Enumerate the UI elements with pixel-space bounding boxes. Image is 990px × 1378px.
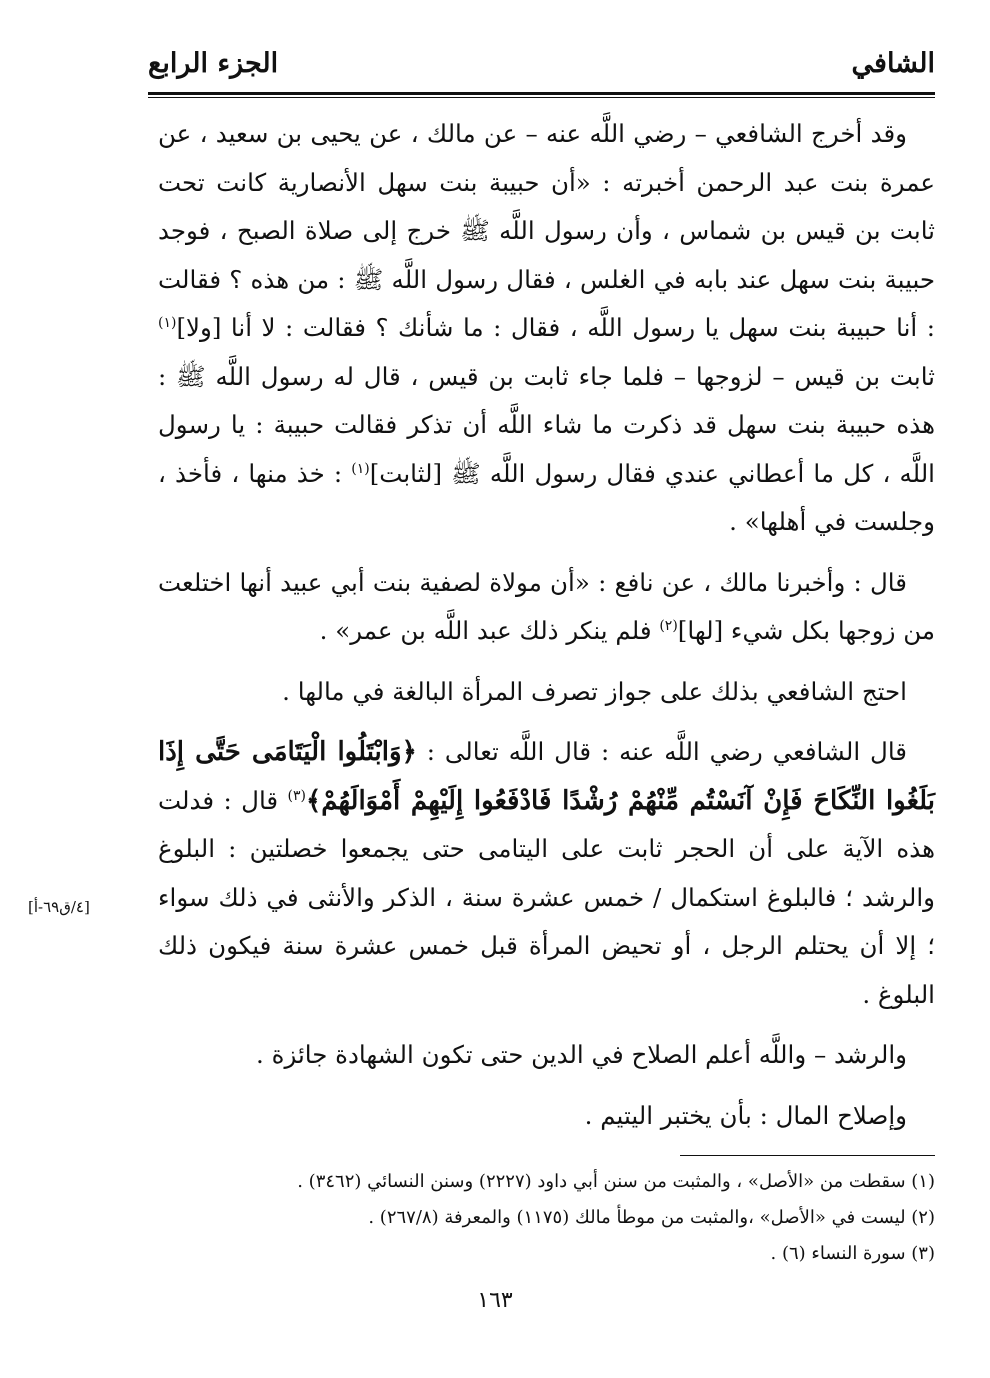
- paragraph-3: احتج الشافعي بذلك على جواز تصرف المرأة البالغة في مالها .: [282, 676, 907, 706]
- footnotes: [158, 1164, 935, 1272]
- header-rule-thin: [148, 97, 935, 98]
- manuscript-folio-note: [٤/ق٦٩-أ]: [28, 898, 90, 916]
- header-rule-thick: [148, 92, 935, 95]
- paragraph-2-part-b: فلم ينكر ذلك عبد اللَّه بن عمر» .: [319, 616, 660, 645]
- paragraph-4-part-a: قال الشافعي رضي اللَّه عنه : قال اللَّه تعالى :: [416, 737, 907, 766]
- footnote-ref-1: (١): [158, 314, 177, 331]
- footnote-ref-1b: (١): [351, 460, 370, 477]
- volume-title: الجزء الرابع: [148, 48, 279, 79]
- paragraph-1-part-b: ثابت بن قيس – لزوجها – فلما جاء ثابت بن قيس ، قال له رسول اللَّه ﷺ : هذه حبيبة بنت سهل قد ذكرت ما شاء اللَّه أن تذكر فقالت حبيبة : يا رسول اللَّه ، كل ما أعطاني عندي فقال رسول اللَّه ﷺ [لثابت]: [158, 361, 935, 488]
- footnote-separator: [680, 1155, 935, 1156]
- paragraph-1-part-c: : خذ منها ، فأخذ ، وجلست في أهلها» .: [158, 458, 935, 536]
- page-number: ١٦٣: [477, 1288, 513, 1313]
- footnote-3: (٣) سورة النساء (٦) .: [770, 1243, 935, 1264]
- book-title: الشافي: [851, 48, 935, 79]
- paragraph-1-part-a: وقد أخرج الشافعي – رضي اللَّه عنه – عن مالك ، عن يحيى بن سعيد ، عن عمرة بنت عبد الرحمن أخبرته : «أن حبيبة بنت سهل الأنصارية كانت تحت ثابت بن قيس بن شماس ، وأن رسول اللَّه ﷺ خرج إلى صلاة الصبح ، فوجد حبيبة بنت سهل عند بابه في الغلس ، فقال رسول اللَّه ﷺ : من هذه ؟ فقالت : أنا حبيبة بنت سهل يا رسول اللَّه ، فقال : ما شأنك ؟ فقالت : لا أنا [ولا]: [158, 119, 935, 342]
- paragraph-2-part-a: قال : وأخبرنا مالك ، عن نافع : «أن مولاة لصفية بنت أبي عبيد أنها اختلعت من زوجها بكل شيء [لها]: [158, 567, 935, 645]
- paragraph-4-part-b: قال : فدلت هذه الآية على أن الحجر ثابت على اليتامى حتى يجمعوا خصلتين : البلوغ والرشد ؛ فالبلوغ استكمال / خمس عشرة سنة ، الذكر والأنثى في ذلك سواء ؛ إلا أن يحتلم الرجل ، أو تحيض المرأة قبل خمس عشرة سنة فيكون ذلك البلوغ .: [158, 785, 935, 1009]
- paragraph-5: والرشد – واللَّه أعلم الصلاح في الدين حتى تكون الشهادة جائزة .: [256, 1040, 907, 1069]
- quran-verse: ﴿وَابْتَلُوا الْيَتَامَى حَتَّى إِذَا بَلَغُوا النِّكَاحَ فَإِنْ آنَسْتُم مِّنْهُمْ رُشْدًا فَادْفَعُوا إِلَيْهِمْ أَمْوَالَهُمْ﴾: [158, 737, 935, 816]
- footnote-ref-2: (٢): [659, 617, 678, 634]
- paragraph-2: [158, 559, 935, 656]
- paragraph-6: وإصلاح المال : بأن يختبر اليتيم .: [584, 1100, 907, 1130]
- paragraph-1: [158, 110, 935, 547]
- footnote-1: (١) سقطت من «الأصل» ، والمثبت من سنن أبي داود (٢٢٢٧) وسنن النسائي (٣٤٦٢) .: [297, 1171, 935, 1192]
- running-header: [148, 40, 935, 90]
- main-text: [158, 110, 935, 1152]
- footnote-ref-3: (٣): [287, 787, 306, 804]
- footnote-2: (٢) ليست في «الأصل» ،والمثبت من موطأ مالك (١١٧٥) والمعرفة (٢٦٧/٨) .: [368, 1207, 935, 1228]
- paragraph-4: [158, 728, 935, 1019]
